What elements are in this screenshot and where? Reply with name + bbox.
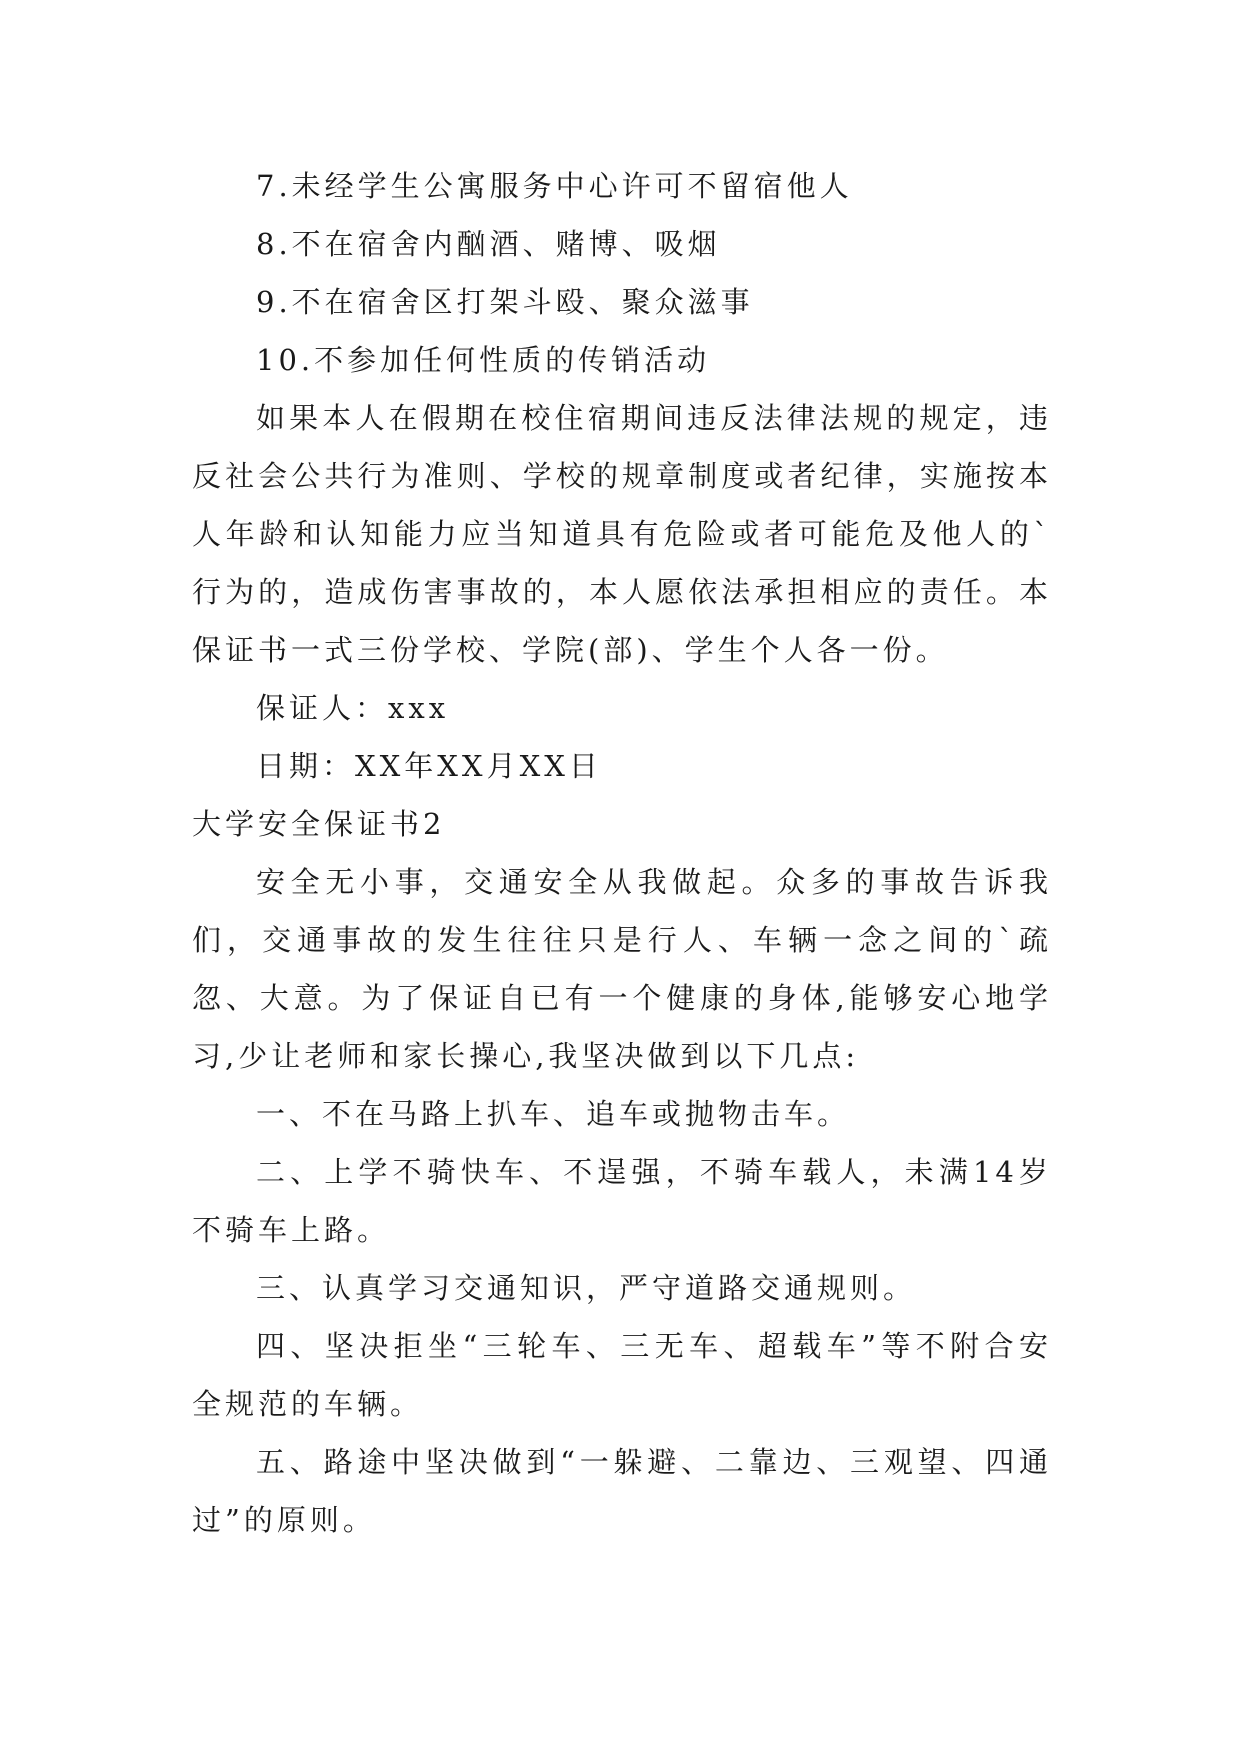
liability-statement: 如果本人在假期在校住宿期间违反法律法规的规定，违反社会公共行为准则、学校的规章制度或者纪律，实施按本人年龄和认知能力应当知道具有危险或者可能危及他人的`行为的，造成伤害事故的，本人愿依法承担相应的责任。本保证书一式三份学校、学院(部)、学生个人各一份。 — [192, 401, 1052, 667]
point-1: 一、不在马路上扒车、追车或抛物击车。 — [256, 1097, 851, 1131]
rule-item-9: 9.不在宿舍区打架斗殴、聚众滋事 — [256, 285, 754, 319]
point-3: 三、认真学习交通知识，严守道路交通规则。 — [256, 1271, 917, 1305]
point-4: 四、坚决拒坐“三轮车、三无车、超载车”等不附合安全规范的车辆。 — [192, 1329, 1052, 1421]
rule-item-10: 10.不参加任何性质的传销活动 — [256, 343, 711, 377]
intro-paragraph: 安全无小事，交通安全从我做起。众多的事故告诉我们，交通事故的发生往往只是行人、车辆一念之间的`疏忽、大意。为了保证自已有一个健康的身体,能够安心地学习,少让老师和家长操心,我坚决做到以下几点: — [192, 865, 1052, 1073]
point-5: 五、路途中坚决做到“一躲避、二靠边、三观望、四通过”的原则。 — [192, 1445, 1052, 1537]
rule-item-8: 8.不在宿舍内酗酒、赌博、吸烟 — [256, 227, 721, 261]
document-body — [192, 157, 1052, 1549]
point-2: 二、上学不骑快车、不逞强，不骑车载人，未满14岁不骑车上路。 — [192, 1155, 1052, 1247]
section-title: 大学安全保证书2 — [192, 807, 446, 841]
guarantor-line: 保证人：xxx — [256, 691, 450, 725]
rule-item-7: 7.未经学生公寓服务中心许可不留宿他人 — [256, 169, 853, 203]
date-line: 日期：XX年XX月XX日 — [256, 749, 602, 783]
